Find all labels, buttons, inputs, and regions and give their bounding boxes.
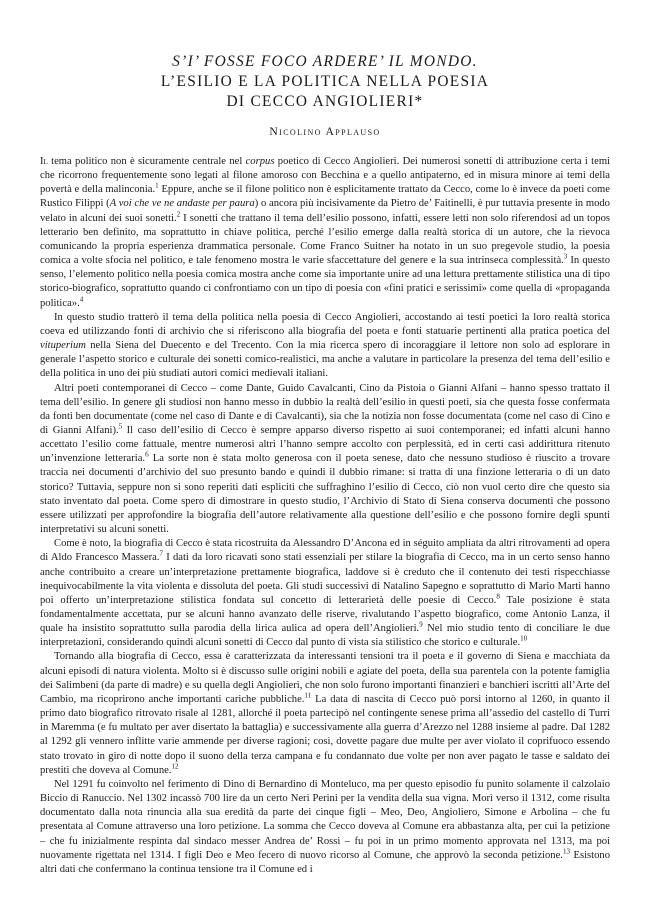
paragraph-text: I dati da loro ricavati sono stati essenziali per stilare la biografia di Cecco, ma in un certo senso hanno anche contribuito a creare un’interpretazione prettamente biografica, laddove si è creduto che il contenuto dei testi rispecchiasse inequivocabilmente la vita violenta e dissoluta del poeta. Gli studi successivi di Natalino Sapegno e soprattutto di Mario Marti hanno poi offerto un’interpretazione stilistica fondata sul concetto di letterarietà delle poesie di Cecco. bbox=[40, 552, 610, 606]
footnote-ref: 2 bbox=[176, 210, 181, 219]
footnote-ref: 12 bbox=[171, 762, 179, 771]
paragraph-text: In questo senso, l’elemento politico nella poesia comica mostra anche come sia importante unire ad una lettura prettamente stilistica una di tipo storico-biografico, soprattutto quando ci confrontiamo con un tipo di poesia con «fini pratici e serissimi» come quella di «propaganda politica». bbox=[40, 255, 610, 309]
footnote-ref: 7 bbox=[159, 549, 163, 558]
paragraph bbox=[40, 382, 610, 538]
paragraph bbox=[40, 650, 610, 777]
paragraph-text: Come è noto, la biografia di Cecco è stata ricostruita da Alessandro D’Ancona ed in séguito ampliata da altri ritrovamenti ad opera di Aldo Francesco Massera. bbox=[40, 538, 610, 564]
paragraph-text: I sonetti che trattano il tema dell’esilio possono, infatti, essere letti non solo riferendosi ad un topos letterario ben definito, ma soprattutto in chiave politica, perché l’esilio emerge dalla realtà storica di un autore, che la rievoca comunicando la propria esperienza drammatica personale. Come Franco Suitner ha notato in un suo pregevole studio, la poesia comica a volte sfocia nel politico, e tale fenomeno mostra le varie sfaccettature del genere e la sua intrinseca complessità. bbox=[40, 212, 610, 267]
paragraph-text: ) o ancora più incisivamente da Pietro de’ Faitinelli, è pur tuttavia presente in modo velato in alcuni dei suoi sonetti. bbox=[40, 198, 610, 224]
article-page bbox=[40, 52, 610, 877]
paragraph-text: tema politico non è sicuramente centrale nel bbox=[47, 156, 246, 167]
paragraph-text: Nel 1291 fu coinvolto nel ferimento di Dino di Bernardino di Monteluco, ma per questo episodio fu punito solamente il calzolaio Biccio di Ranuccio. Nel 1302 incassò 700 lire da un certo Neri Perini per la vendita della sua vigna. Morì verso il 1312, come risulta documentato dalla nota rinuncia alla sua eredità da parte dei cinque figli – Meo, Deo, Angioliero, Simone e Arbolina – che fu presentata al Comune attraverso una loro petizione. La somma che Cecco doveva al Comune era abbastanza alta, per cui la petizione – che fu inizialmente respinta dal sindaco messer Andrea de’ Rossi – fu poi in un primo momento approvata nel 1313, ma poi nuovamente rigettata nel 1314. I figli Deo e Meo fecero di nuovo ricorso al Comune, che approvò la seconda petizione. bbox=[40, 778, 610, 861]
article-title bbox=[40, 52, 610, 112]
paragraph-text: Nel mio studio tento di conciliare le due interpretazioni, considerando quindi alcuni sonetti di Cecco dal punto di vista sia stilistico che storico e culturale. bbox=[40, 623, 610, 649]
paragraph-text: In questo studio tratterò il tema della politica nella poesia di Cecco Angiolieri, accostando ai testi poetici la loro realtà storica coeva ed utilizzando fonti di archivio che si riferiscono alla biografia del poeta e fonti statuarie pertinenti alla pratica poetica del bbox=[40, 311, 610, 337]
paragraph-text: Tale posizione è stata fondamentalmente accettata, pur se alcuni hanno avanzato delle riserve, rivalutando l’aspetto biografico, come Antonio Lanza, il quale ha insistito soprattutto sulla parodia della lirica aulica ad opera dell’Angiolieri. bbox=[40, 594, 611, 635]
paragraph-text: nella Siena del Duecento e del Trecento. Con la mia ricerca spero di incoraggiare il lettore non solo ad esplorare in generale l’aspetto storico e culturale dei sonetti comico-realistici, ma anche a valutare in particolare la presenza del tema dell’esilio e della politica in uno dei più studiati autori comici medievali italiani. bbox=[40, 340, 610, 380]
footnote-ref: 6 bbox=[145, 450, 149, 459]
paragraph-text: Esistono altri dati che confermano la continua tensione tra il Comune ed i bbox=[40, 849, 610, 875]
paragraph-text: La data di nascita di Cecco può porsi intorno al 1260, in quanto il primo dato biografico ritrovato risale al 1281, allorché il poeta partecipò nel contingente senese prima all’assedio del castello di Turri in Maremma (e fu multato per aver disertato la battaglia) e successivamente alla guerra d’Arezzo nel 1288 insieme al padre. Dal 1282 al 1292 gli vennero inflitte varie ammende per diverse ragioni; così, dovette pagare due multe per aver violato il coprifuoco essendo stato trovato in giro di notte dopo il suono della terza campana e fu condannato due volte per non aver pagato le tasse e saldato dei prestiti che doveva al Comune. bbox=[40, 693, 610, 776]
footnote-ref: 5 bbox=[118, 422, 123, 431]
footnote-ref: 4 bbox=[79, 295, 84, 304]
italic-text: vituperium bbox=[40, 340, 86, 352]
paragraph-text: Il caso dell’esilio di Cecco è sempre apparso diverso rispetto ai suoi contemporanei; ed infatti alcuni hanno accettato l’esilio come fattuale, mentre numerosi altri l’hanno sempre accolto con perplessità, ed in certi casi addirittura ritenuto un’invenzione letteraria. bbox=[40, 424, 610, 465]
title-line-3: DI CECCO ANGIOLIERI* bbox=[226, 93, 424, 110]
title-line-1: S’I’ FOSSE FOCO ARDERE’ IL MONDO. bbox=[172, 53, 478, 70]
footnote-ref: 3 bbox=[563, 252, 568, 261]
title-line-2: L’ESILIO E LA POLITICA NELLA POESIA bbox=[160, 73, 490, 90]
footnote-ref: 13 bbox=[562, 847, 570, 856]
footnote-ref: 10 bbox=[520, 634, 528, 643]
italic-text: corpus bbox=[245, 156, 275, 167]
paragraph bbox=[40, 778, 610, 877]
paragraph bbox=[40, 311, 610, 382]
paragraph-text: Eppure, anche se il filone politico non è esplicitamente trattato da Cecco, come lo è invece da poeti come Rustico Filippi ( bbox=[40, 184, 610, 210]
author-name: Nicolino Applauso bbox=[269, 125, 381, 138]
paragraph bbox=[40, 537, 610, 650]
article-body bbox=[40, 155, 610, 877]
paragraph bbox=[40, 155, 610, 311]
footnote-ref: 11 bbox=[304, 691, 312, 700]
footnote-ref: 1 bbox=[155, 181, 159, 190]
paragraph-text: Tornando alla biografia di Cecco, essa è caratterizzata da interessanti tensioni tra il poeta e il governo di Siena e macchiata da alcuni episodi di natura violenta. Molto si è discusso sulle origini nobili e agiate del poeta, della sua parentela con la potente famiglia dei Salimbeni (da parte di madre) e su quella degli Angiolieri, che non solo furono importanti finanzieri e banchieri iscritti all’Arte del Cambio, ma ricoprirono anche importanti cariche pubbliche. bbox=[40, 651, 610, 705]
paragraph-text: poetico di Cecco Angiolieri. Dei numerosi sonetti di attribuzione certa i temi che ricorrono frequentemente sono legati al filone amoroso con Becchina e a quello antipaterno, ed in misura minore ai temi della povertà e della malinconia. bbox=[40, 156, 611, 196]
small-caps-text: Il bbox=[40, 156, 48, 167]
italic-text: A voi che ve ne andaste per paura bbox=[109, 198, 255, 210]
footnote-ref: 8 bbox=[496, 592, 500, 601]
footnote-ref: 9 bbox=[419, 620, 423, 629]
paragraph-text: Altri poeti contemporanei di Cecco – come Dante, Guido Cavalcanti, Cino da Pistoia o Gianni Alfani – hanno spesso trattato il tema dell’esilio. In genere gli studiosi non hanno messo in dubbio la realtà dell’esilio in questi poeti, sia che questa fosse confermata da fonti ben documentate (come nel caso di Dante e di Cavalcanti), sia che la notizia non fosse documentata (come nel caso di Cino e di Gianni Alfani). bbox=[40, 382, 610, 436]
paragraph-text: La sorte non è stata molto generosa con il poeta senese, dato che nessuno studioso è riuscito a trovare traccia nei documenti d’archivio del suo presunto bando e quindi il dubbio rimane: si tratta di una finzione letteraria o di un dato storico? Tuttavia, seppure non si sono reperiti dati espliciti che suffraghino l’esilio di Cecco, ciò non vuol certo dire che questo sia stato inventato dal poeta. Come spero di dimostrare in questo studio, l’Archivio di Stato di Siena conserva documenti che possono essere utilizzati per approfondire la biografia dell’autore relativamente alla questione dell’esilio e che possono fornire degli spunti interpretativi su alcuni sonetti. bbox=[40, 453, 610, 536]
